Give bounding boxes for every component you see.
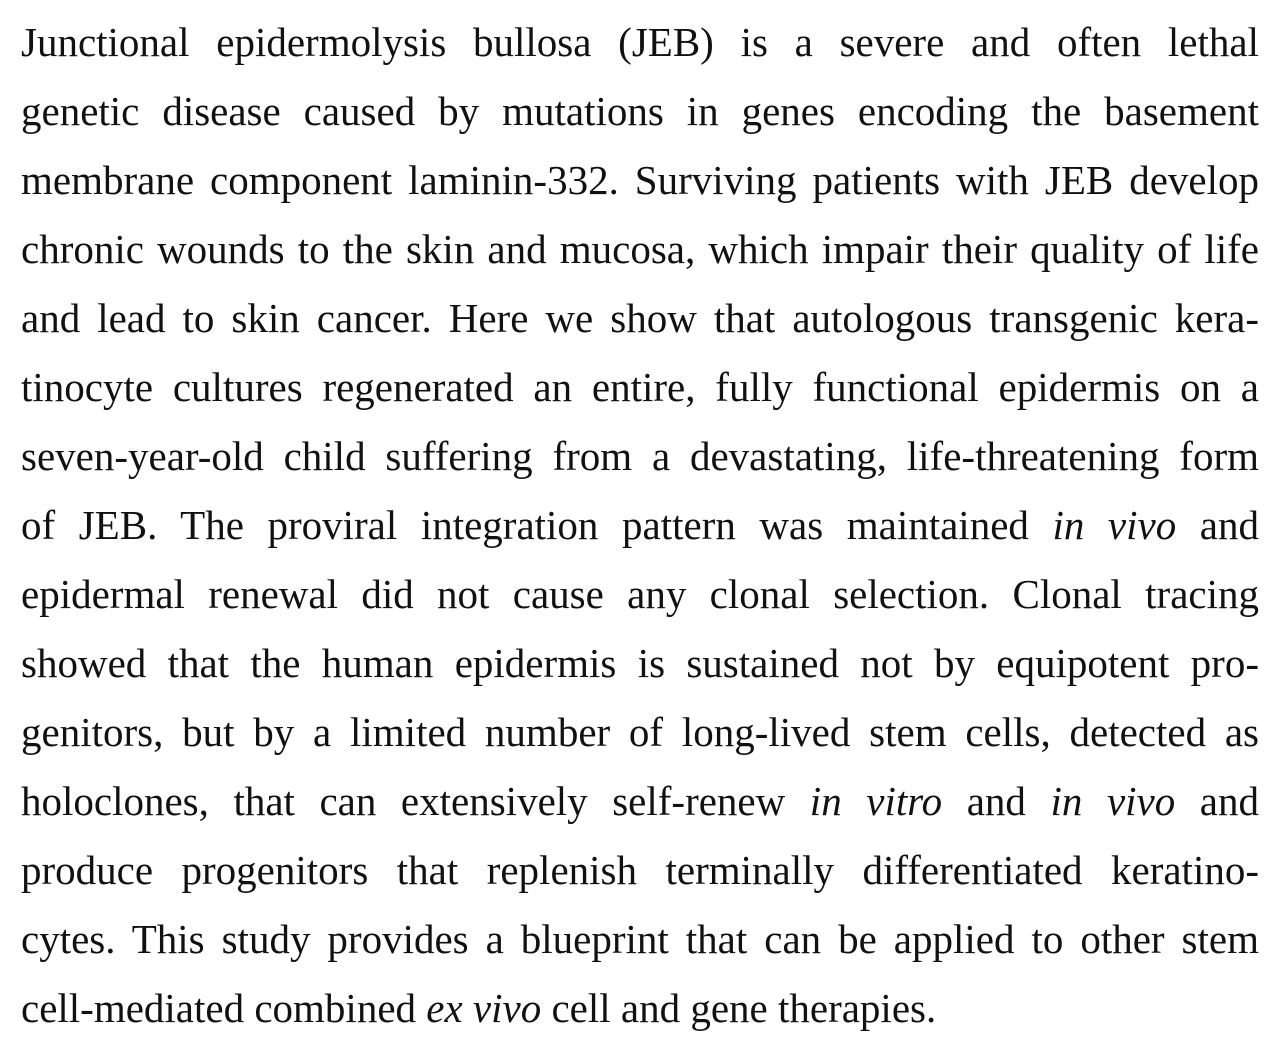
italic-term: in vitro (809, 778, 943, 824)
abstract-line: tinocyte cultures regenerated an entire, fully functional epidermis on a (21, 364, 1259, 410)
abstract-line: membrane component laminin-332. Surviving patients with JEB develop (21, 157, 1259, 203)
italic-term: in vivo (1050, 778, 1176, 824)
abstract-line: epidermal renewal did not cause any clonal selection. Clonal tracing (21, 571, 1259, 617)
abstract-line: produce progenitors that replenish terminally differentiated keratino- (21, 847, 1259, 893)
abstract-line: seven-year-old child suffering from a devastating, life-threatening form (21, 433, 1259, 479)
abstract-line: showed that the human epidermis is sustained not by equipotent pro- (21, 640, 1259, 686)
abstract-line: genitors, but by a limited number of long-lived stem cells, detected as (21, 709, 1259, 755)
abstract-line: Junctional epidermolysis bullosa (JEB) is a severe and often lethal (21, 19, 1259, 65)
abstract-line: cytes. This study provides a blueprint that can be applied to other stem (21, 916, 1259, 962)
abstract-line: and lead to skin cancer. Here we show that autologous transgenic kera- (21, 295, 1259, 341)
abstract-line: of JEB. The proviral integration pattern was maintained in vivo and (21, 502, 1259, 548)
italic-term: in vivo (1052, 502, 1177, 548)
abstract-line: genetic disease caused by mutations in genes encoding the basement (21, 88, 1259, 134)
abstract-paragraph (21, 8, 1259, 1043)
abstract-line: holoclones, that can extensively self-renew in vitro and in vivo and (21, 778, 1260, 824)
abstract-line-last: cell-mediated combined ex vivo cell and gene therapies. (21, 985, 937, 1031)
italic-term: ex vivo (426, 985, 542, 1031)
abstract-line: chronic wounds to the skin and mucosa, which impair their quality of life (21, 226, 1259, 272)
